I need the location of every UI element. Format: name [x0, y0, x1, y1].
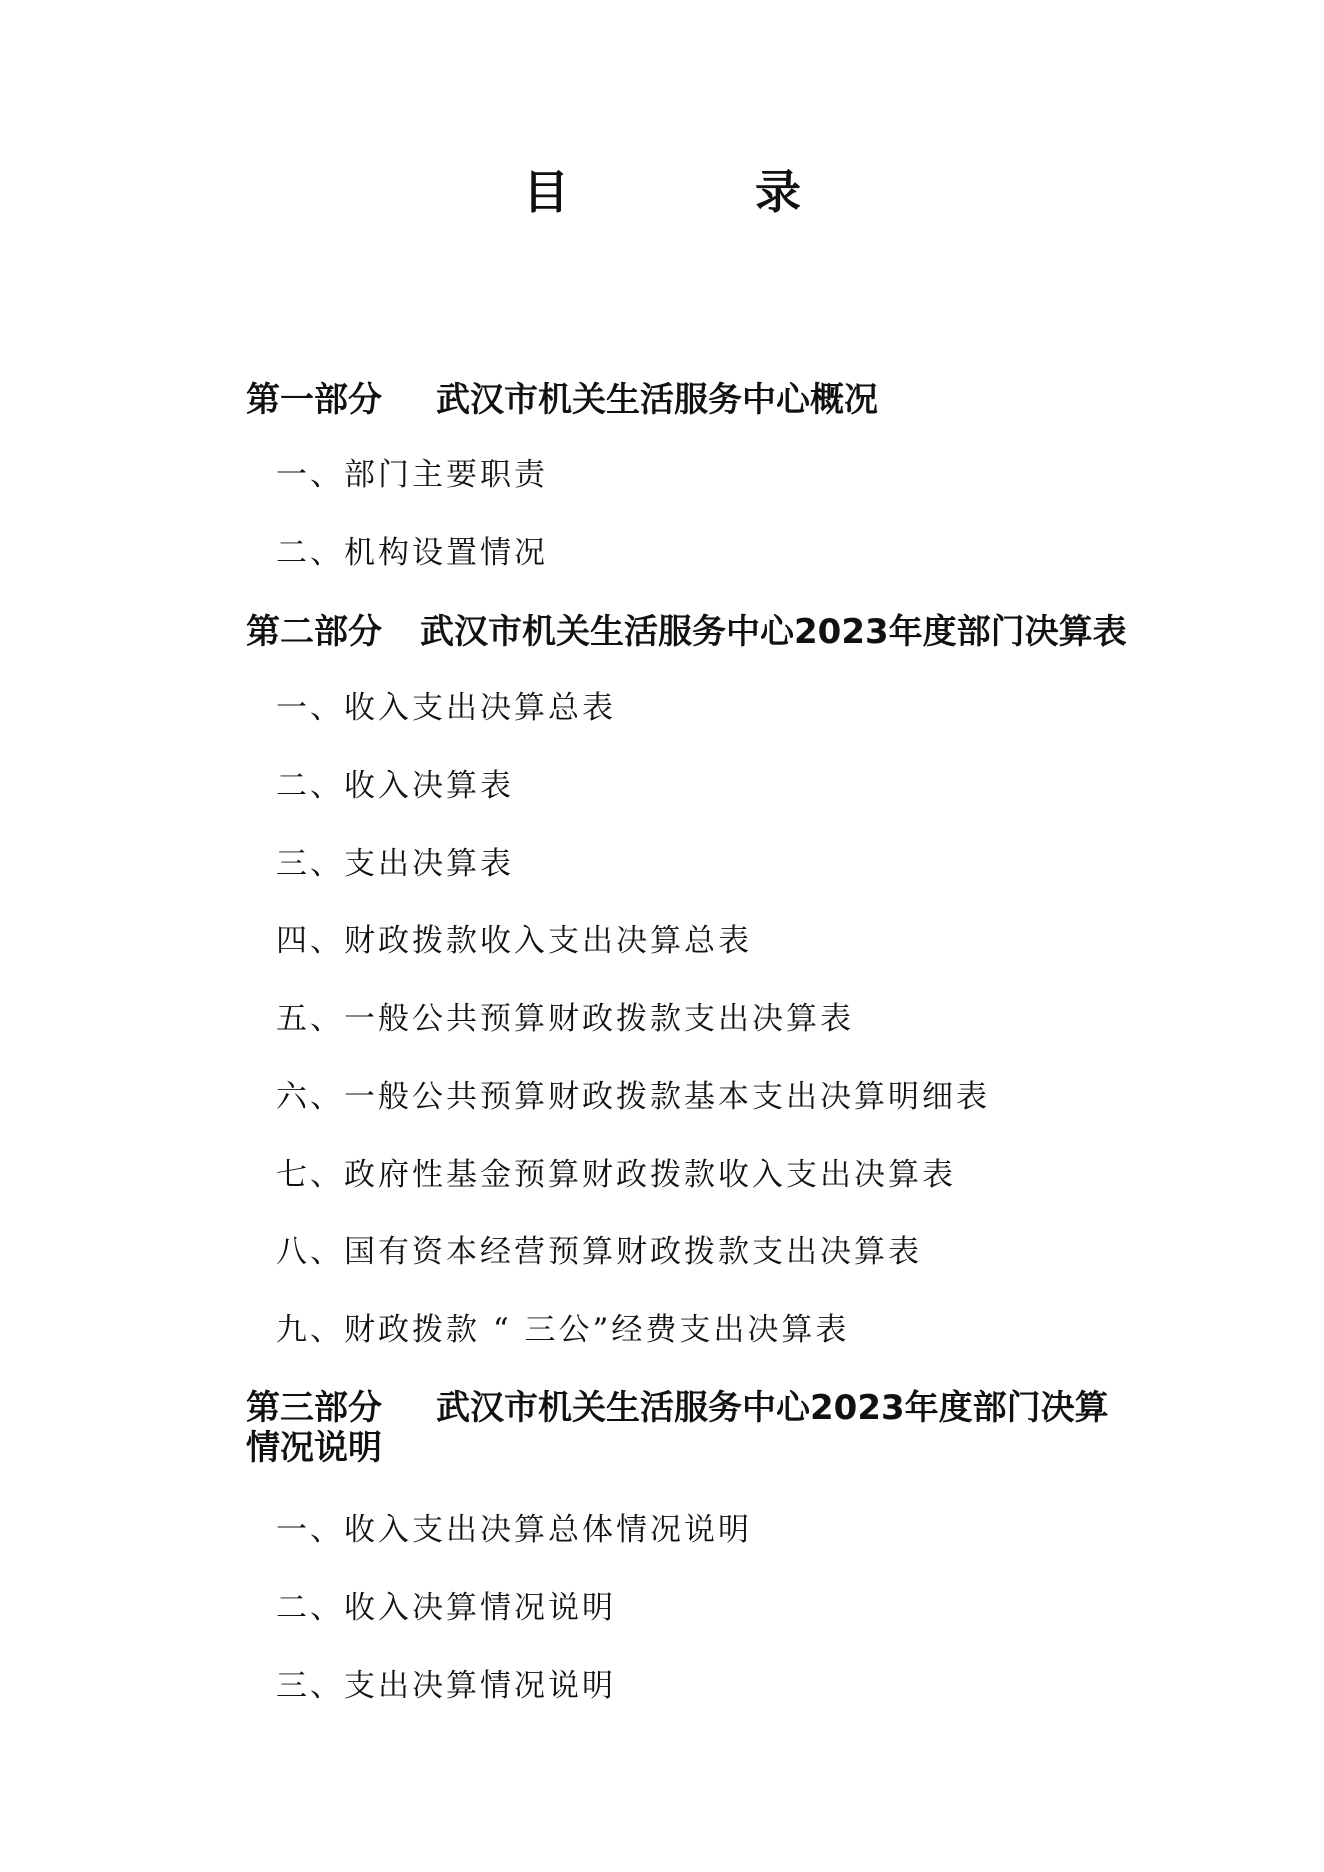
toc-item[interactable]: 三、支出决算情况说明: [276, 1668, 616, 1704]
part-heading-3[interactable]: [246, 1388, 1126, 1468]
toc-item[interactable]: 九、财政拨款 “ 三公”经费支出决算表: [276, 1312, 850, 1348]
toc-item[interactable]: 一、收入支出决算总体情况说明: [276, 1512, 752, 1548]
toc-item[interactable]: 二、收入决算表: [276, 768, 514, 804]
toc-item[interactable]: 五、一般公共预算财政拨款支出决算表: [276, 1001, 854, 1037]
toc-item[interactable]: 八、国有资本经营预算财政拨款支出决算表: [276, 1234, 922, 1270]
part-heading-2[interactable]: [246, 612, 1127, 652]
part-title: 武汉市机关生活服务中心概况: [436, 380, 878, 420]
part-title: 武汉市机关生活服务中心2023年度部门决算表: [420, 612, 1127, 652]
toc-item[interactable]: 七、政府性基金预算财政拨款收入支出决算表: [276, 1157, 956, 1193]
part-label: 第二部分: [246, 612, 382, 652]
toc-item[interactable]: 一、收入支出决算总表: [276, 690, 616, 726]
part-label: 第一部分: [246, 380, 382, 420]
toc-item[interactable]: 三、支出决算表: [276, 846, 514, 882]
toc-item[interactable]: 六、一般公共预算财政拨款基本支出决算明细表: [276, 1079, 990, 1115]
toc-item[interactable]: 二、收入决算情况说明: [276, 1590, 616, 1626]
toc-item[interactable]: 一、部门主要职责: [276, 457, 548, 493]
part-title: 武汉市机关生活服务中心2023年度部门决算情况说明: [246, 1388, 1109, 1468]
part-label: 第三部分: [246, 1388, 382, 1428]
part-heading-1[interactable]: [246, 380, 878, 420]
page-title: 目 录: [523, 165, 871, 219]
toc-item[interactable]: 二、机构设置情况: [276, 535, 548, 571]
toc-item[interactable]: 四、财政拨款收入支出决算总表: [276, 923, 752, 959]
